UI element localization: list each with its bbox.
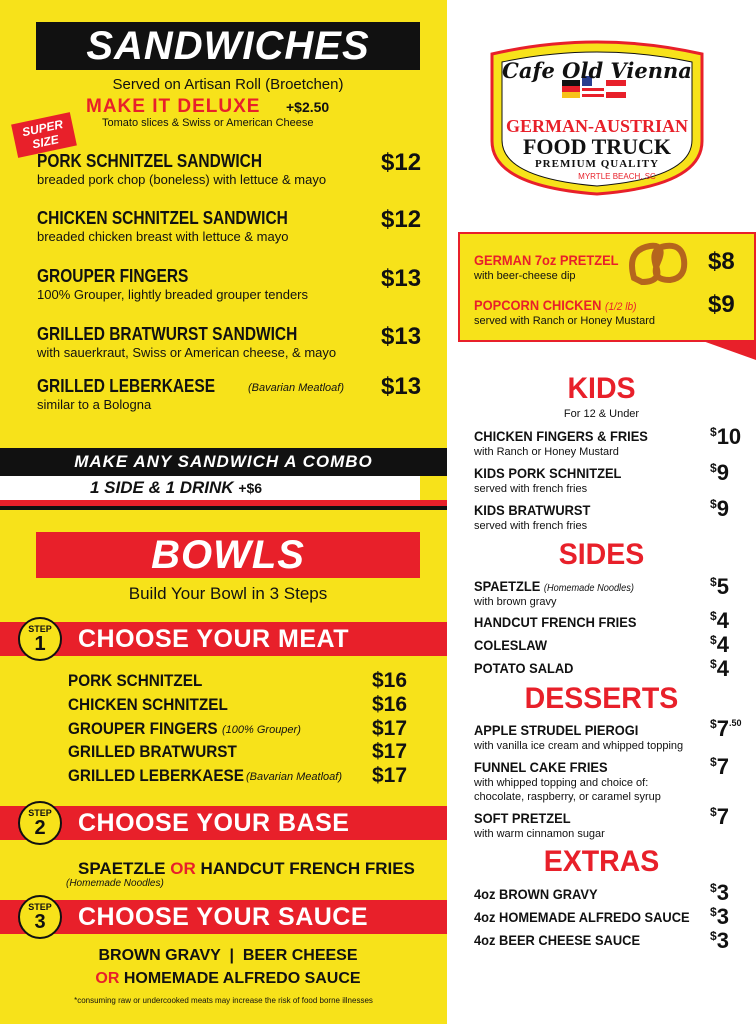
step-word: STEP — [28, 902, 52, 912]
dollar-sign: $ — [710, 929, 717, 943]
sandwich-name: CHICKEN SCHNITZEL SANDWICH — [37, 208, 288, 228]
step-word: STEP — [28, 624, 52, 634]
sandwich-price: $13 — [381, 265, 422, 292]
dollar-sign: $ — [710, 881, 717, 895]
dessert-item-price — [710, 804, 729, 830]
dessert-item-name: APPLE STRUDEL PIEROGI — [474, 722, 639, 738]
dessert-item-name: SOFT PRETZEL — [474, 810, 571, 826]
price-value: 3 — [716, 904, 729, 929]
promo-name-text: POPCORN CHICKEN — [474, 297, 602, 313]
logo-line3: PREMIUM QUALITY — [534, 158, 660, 170]
step-1-bar: CHOOSE YOUR MEAT — [0, 622, 447, 656]
bowl-meat-price: $17 — [372, 740, 408, 763]
base-option-spaetzle: SPAETZLE — [78, 859, 166, 878]
kids-item-price — [710, 460, 729, 486]
sandwich-price: $13 — [381, 323, 422, 350]
sandwiches-subtitle: Served on Artisan Roll (Broetchen) — [112, 76, 344, 93]
kids-item-desc: served with french fries — [474, 520, 588, 532]
dollar-sign: $ — [710, 633, 717, 647]
combo-price: +$6 — [238, 480, 263, 496]
base-note: (Homemade Noodles) — [66, 878, 164, 889]
combo-black-stripe — [0, 506, 447, 510]
step-2-bar: CHOOSE YOUR BASE — [0, 806, 447, 840]
price-value: 7 — [716, 716, 729, 741]
extras-title: EXTRAS — [543, 845, 660, 878]
dessert-item-desc: with vanilla ice cream and whipped topping — [474, 740, 684, 752]
pretzel-icon — [626, 240, 690, 286]
sandwich-name: GRILLED LEBERKAESE — [37, 376, 216, 396]
bowl-meat-name: PORK SCHNITZEL — [68, 671, 203, 690]
price-value: 4 — [716, 608, 729, 633]
bowl-meat-name: GRILLED BRATWURST — [68, 742, 237, 761]
sauce-line1: BROWN GRAVY | BEER CHEESE — [98, 947, 358, 964]
base-or: OR — [170, 859, 196, 878]
price-value: 4 — [716, 656, 729, 681]
extra-item-price — [710, 880, 729, 906]
dessert-item-desc: chocolate, raspberry, or caramel syrup — [474, 791, 661, 803]
kids-item-name: KIDS BRATWURST — [474, 502, 591, 518]
dollar-sign: $ — [710, 905, 717, 919]
combo-line2-bar — [0, 476, 420, 500]
sandwich-price: $13 — [381, 373, 422, 400]
promo-desc: served with Ranch or Honey Mustard — [474, 315, 655, 327]
sandwiches-title: SANDWICHES — [36, 22, 420, 70]
bowl-meat-price: $16 — [372, 669, 408, 692]
dollar-sign: $ — [710, 425, 717, 439]
side-item-price — [710, 608, 729, 634]
deluxe-price: +$2.50 — [286, 99, 330, 115]
promo-note: (1/2 lb) — [604, 301, 637, 313]
logo-line4: MYRTLE BEACH, SC — [578, 172, 656, 181]
price-value: 10 — [716, 424, 742, 449]
sandwich-price: $12 — [381, 206, 422, 233]
bowl-meat-price: $17 — [372, 717, 408, 740]
bowl-meat-name: GROUPER FINGERS — [68, 719, 218, 738]
kids-title: KIDS — [567, 372, 636, 405]
price-value: 3 — [716, 928, 729, 953]
sandwich-desc: breaded chicken breast with lettuce & mayo — [37, 229, 289, 244]
step-word: STEP — [28, 808, 52, 818]
combo-line1: MAKE ANY SANDWICH A COMBO — [0, 448, 447, 476]
disclaimer: *consuming raw or undercooked meats may increase the risk of food borne illnesses — [74, 996, 373, 1005]
dollar-sign: $ — [710, 497, 717, 511]
dollar-sign: $ — [710, 657, 717, 671]
price-cents: .50 — [728, 718, 742, 728]
promo-corner — [700, 340, 756, 360]
extra-item-price — [710, 928, 729, 954]
step-1-badge — [18, 617, 62, 661]
extra-item-name: 4oz HOMEMADE ALFREDO SAUCE — [474, 909, 690, 925]
dessert-item-price — [710, 754, 729, 780]
base-options — [78, 859, 415, 879]
sandwich-price: $12 — [381, 149, 422, 176]
bowl-meat-name: GRILLED LEBERKAESE — [68, 766, 244, 785]
price-value: 9 — [716, 496, 729, 521]
sandwich-name: GRILLED BRATWURST SANDWICH — [37, 324, 298, 344]
sauce-line2 — [36, 970, 420, 988]
side-name-text: SPAETZLE — [474, 578, 541, 594]
side-item-price — [710, 656, 729, 682]
deluxe-label: MAKE IT DELUXE — [86, 96, 261, 117]
kids-subtitle: For 12 & Under — [563, 408, 640, 420]
promo-price: $8 — [708, 248, 735, 275]
dollar-sign: $ — [710, 805, 717, 819]
bowls-title: BOWLS — [36, 532, 420, 578]
dollar-sign: $ — [710, 609, 717, 623]
side-item-name: COLESLAW — [474, 637, 547, 653]
extra-item-name: 4oz BROWN GRAVY — [474, 886, 598, 902]
kids-item-desc: with Ranch or Honey Mustard — [474, 446, 619, 458]
promo-name — [474, 297, 636, 313]
step-number: 3 — [34, 911, 46, 933]
sandwich-desc: breaded pork chop (boneless) with lettuce & mayo — [37, 172, 327, 187]
promo-price: $9 — [708, 291, 735, 318]
dollar-sign: $ — [710, 717, 717, 731]
side-item-name: HANDCUT FRENCH FRIES — [474, 614, 637, 630]
side-item-name: POTATO SALAD — [474, 660, 574, 676]
sauce-alfredo: HOMEMADE ALFREDO SAUCE — [123, 970, 361, 987]
kids-item-desc: served with french fries — [474, 483, 588, 495]
step-number: 2 — [34, 817, 46, 839]
kids-item-name: KIDS PORK SCHNITZEL — [474, 465, 622, 481]
side-note: (Homemade Noodles) — [543, 583, 634, 594]
bowl-meat-note: (Bavarian Meatloaf) — [246, 771, 342, 783]
promo-name: GERMAN 7oz PRETZEL — [474, 252, 619, 268]
price-value: 7 — [716, 754, 729, 779]
step-3-badge — [18, 895, 62, 939]
step-number: 1 — [34, 633, 46, 655]
combo-line2: 1 SIDE & 1 DRINK — [90, 478, 234, 497]
kids-item-price — [710, 424, 741, 450]
logo-line1: GERMAN-AUSTRIAN — [505, 116, 688, 136]
sauce-or: OR — [95, 970, 120, 987]
extra-item-price — [710, 904, 729, 930]
dessert-item-desc: with whipped topping and choice of: — [474, 777, 649, 789]
side-item-price — [710, 632, 729, 658]
price-value: 9 — [716, 460, 729, 485]
bowl-meat-note: (100% Grouper) — [222, 724, 301, 736]
dollar-sign: $ — [710, 575, 717, 589]
kids-item-price — [710, 496, 729, 522]
dollar-sign: $ — [710, 755, 717, 769]
sandwich-desc: with sauerkraut, Swiss or American cheese, & mayo — [37, 345, 337, 360]
price-value: 5 — [716, 574, 729, 599]
bowl-meat-price: $16 — [372, 693, 408, 716]
side-item-desc: with brown gravy — [474, 596, 557, 608]
extra-item-name: 4oz BEER CHEESE SAUCE — [474, 932, 641, 948]
side-item-price — [710, 574, 729, 600]
price-value: 7 — [716, 804, 729, 829]
promo-desc: with beer-cheese dip — [474, 270, 576, 282]
sandwich-name: PORK SCHNITZEL SANDWICH — [37, 151, 263, 171]
sandwich-note: (Bavarian Meatloaf) — [248, 382, 344, 394]
bowl-meat-price: $17 — [372, 764, 408, 787]
sides-title: SIDES — [558, 538, 645, 571]
sandwich-desc: 100% Grouper, lightly breaded grouper tenders — [37, 287, 309, 302]
side-item-name — [474, 578, 634, 594]
desserts-title: DESSERTS — [524, 682, 679, 715]
price-value: 4 — [716, 632, 729, 657]
step-3-bar: CHOOSE YOUR SAUCE — [0, 900, 447, 934]
base-option-fries: HANDCUT FRENCH FRIES — [200, 859, 415, 878]
kids-item-name: CHICKEN FINGERS & FRIES — [474, 428, 648, 444]
logo-brand: Cafe Old Vienna — [502, 58, 692, 83]
sandwich-desc: similar to a Bologna — [37, 397, 152, 412]
super-size-badge: SUPER SIZE — [11, 112, 77, 158]
dollar-sign: $ — [710, 461, 717, 475]
price-value: 3 — [716, 880, 729, 905]
sandwich-name: GROUPER FINGERS — [37, 266, 189, 286]
logo-line2: FOOD TRUCK — [522, 134, 672, 159]
dessert-item-name: FUNNEL CAKE FRIES — [474, 759, 608, 775]
dessert-item-desc: with warm cinnamon sugar — [474, 828, 605, 840]
dessert-item-price — [710, 716, 741, 742]
bowls-subtitle: Build Your Bowl in 3 Steps — [128, 584, 328, 603]
step-2-badge — [18, 801, 62, 845]
bowl-meat-name: CHICKEN SCHNITZEL — [68, 695, 228, 714]
deluxe-desc: Tomato slices & Swiss or American Cheese — [102, 117, 314, 129]
